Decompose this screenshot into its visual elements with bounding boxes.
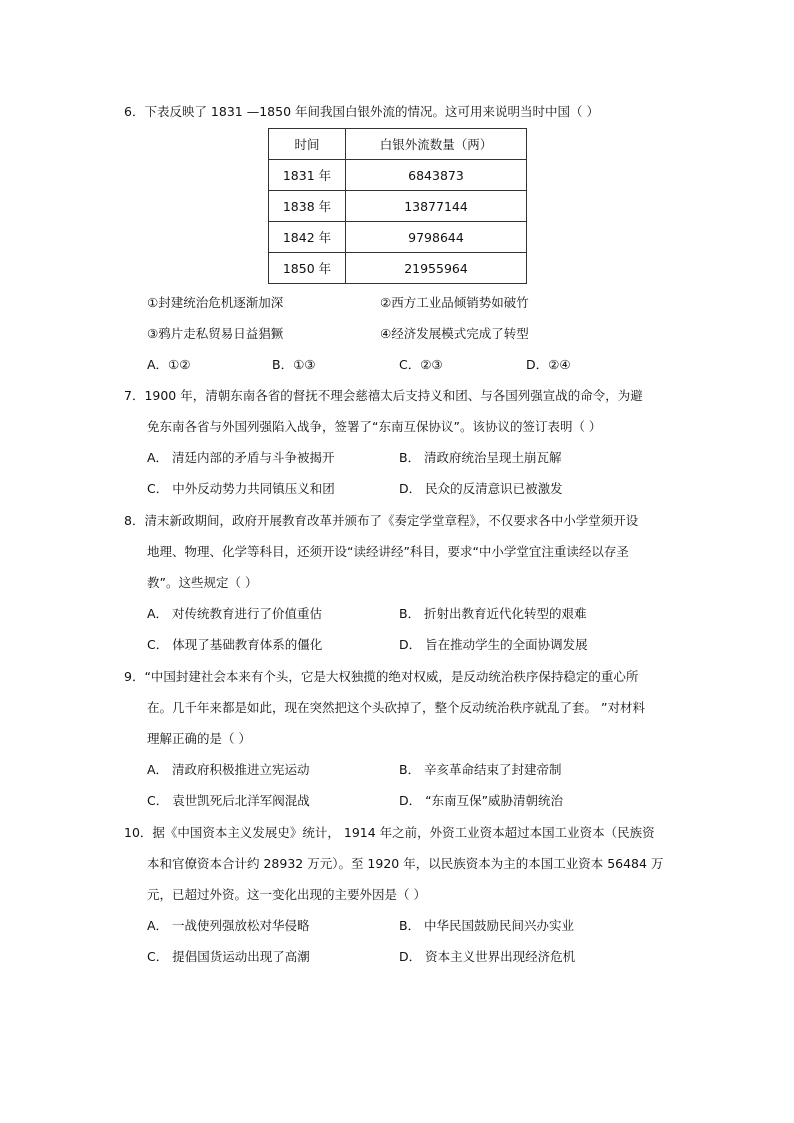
option-a[interactable]: A．①②: [147, 357, 191, 372]
option-b[interactable]: B． 中华民国鼓励民间兴办实业: [399, 918, 575, 933]
options-row: [124, 629, 684, 660]
table-header-amount: 白银外流数量（两）: [346, 129, 527, 160]
options-row: [124, 910, 684, 941]
item-4: ④经济发展模式完成了转型: [380, 326, 529, 341]
options-row: [124, 473, 684, 504]
table-row: [269, 222, 527, 253]
question-6-items: [124, 287, 684, 380]
option-d[interactable]: D．②④: [526, 357, 571, 372]
question-9-line: 9．“中国封建社会本来有个头，它是大权独揽的绝对权威，是反动统治秩序保持稳定的重心所: [124, 669, 639, 684]
items-row: [124, 287, 684, 318]
question-8-line: 8．清末新政期间，政府开展教育改革并颁布了《奏定学堂章程》，不仅要求各中小学堂须开设: [124, 513, 639, 528]
table-cell-amount: 9798644: [346, 222, 527, 253]
option-c[interactable]: C． 袁世凯死后北洋军阀混战: [147, 793, 310, 808]
table-row: [269, 191, 527, 222]
table-row: [269, 253, 527, 284]
table-cell-amount: 21955964: [346, 253, 527, 284]
table-cell-year: 1850 年: [269, 253, 346, 284]
option-b[interactable]: B．①③: [272, 357, 316, 372]
question-8-line: 地理、物理、化学等科目，还须开设“读经讲经”科目，要求“中小学堂宜注重读经以存圣: [147, 544, 629, 559]
question-10: [124, 817, 684, 972]
question-10-line: 元，已超过外资。这一变化出现的主要外因是（ ）: [147, 887, 426, 902]
options-row: [124, 754, 684, 785]
question-7-line: 免东南各省与外国列强陷入战争，签署了“东南互保协议”。该协议的签订表明（ ）: [147, 419, 602, 434]
item-3: ③鸦片走私贸易日益猖獗: [147, 326, 284, 341]
option-c[interactable]: C． 体现了基础教育体系的僵化: [147, 637, 323, 652]
option-a[interactable]: A． 清廷内部的矛盾与斗争被揭开: [147, 450, 335, 465]
question-9-line: 理解正确的是（ ）: [147, 731, 251, 746]
options-row: [124, 785, 684, 816]
options-row: [124, 442, 684, 473]
question-6-options: [124, 349, 684, 380]
question-8-line: 教”。这些规定（ ）: [147, 575, 258, 590]
question-9-line: 在。几千年来都是如此，现在突然把这个头砍掉了，整个反动统治秩序就乱了套。 ”对材料: [147, 700, 645, 715]
table-cell-year: 1842 年: [269, 222, 346, 253]
option-a[interactable]: A． 一战使列强放松对华侵略: [147, 918, 310, 933]
table-header-row: [269, 129, 527, 160]
option-d[interactable]: D． “东南互保”威胁清朝统治: [399, 793, 564, 808]
table-cell-year: 1831 年: [269, 160, 346, 191]
option-d[interactable]: D． 民众的反清意识已被激发: [399, 481, 563, 496]
option-c[interactable]: C． 提倡国货运动出现了高潮: [147, 949, 310, 964]
silver-outflow-table: [268, 128, 527, 284]
options-row: [124, 941, 684, 972]
option-c[interactable]: C．②③: [399, 357, 443, 372]
item-2: ②西方工业品倾销势如破竹: [380, 295, 529, 310]
items-row: [124, 318, 684, 349]
table-cell-amount: 6843873: [346, 160, 527, 191]
table-header-time: 时间: [269, 129, 346, 160]
options-row: [124, 598, 684, 629]
question-9: [124, 661, 684, 816]
table-cell-year: 1838 年: [269, 191, 346, 222]
option-a[interactable]: A． 清政府积极推进立宪运动: [147, 762, 310, 777]
question-10-line: 10．据《中国资本主义发展史》统计， 1914 年之前，外资工业资本超过本国工业资本（民族资: [124, 825, 655, 840]
option-b[interactable]: B． 辛亥革命结束了封建帝制: [399, 762, 562, 777]
question-6: [124, 96, 684, 127]
question-6-stem: 6．下表反映了 1831 —1850 年间我国白银外流的情况。这可用来说明当时中国（ ）: [124, 104, 599, 119]
option-d[interactable]: D． 旨在推动学生的全面协调发展: [399, 637, 588, 652]
option-b[interactable]: B． 折射出教育近代化转型的艰难: [399, 606, 587, 621]
option-a[interactable]: A． 对传统教育进行了价值重估: [147, 606, 323, 621]
question-8: [124, 505, 684, 660]
option-c[interactable]: C． 中外反动势力共同镇压义和团: [147, 481, 335, 496]
table-row: [269, 160, 527, 191]
question-7: [124, 380, 684, 504]
question-10-line: 本和官僚资本合计约 28932 万元）。至 1920 年，以民族资本为主的本国工业资本 56484 万: [147, 856, 664, 871]
option-b[interactable]: B． 清政府统治呈现土崩瓦解: [399, 450, 562, 465]
table-cell-amount: 13877144: [346, 191, 527, 222]
question-7-line: 7．1900 年，清朝东南各省的督抚不理会慈禧太后支持义和团、与各国列强宣战的命令，为避: [124, 388, 643, 403]
item-1: ①封建统治危机逐渐加深: [147, 295, 284, 310]
option-d[interactable]: D． 资本主义世界出现经济危机: [399, 949, 576, 964]
